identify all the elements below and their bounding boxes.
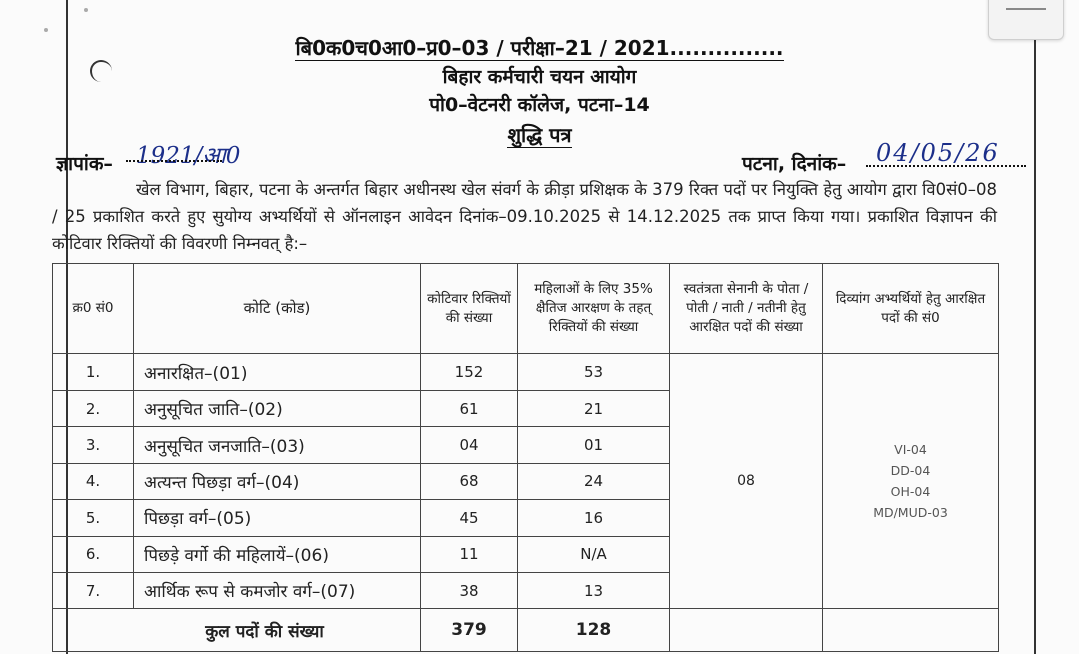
table-total-row [53, 609, 999, 652]
cell-vacancies: 11 [421, 536, 518, 572]
cell-freedom-fighter: 08 [670, 354, 823, 609]
cell-serial: 7. [53, 572, 134, 608]
vacancy-table [52, 263, 999, 652]
cell-category: अनारक्षित–(01) [134, 354, 421, 390]
cell-category: पिछड़े वर्गो की महिलायें–(06) [134, 536, 421, 572]
cell-women: 16 [518, 500, 670, 536]
cell-vacancies: 61 [421, 390, 518, 426]
header-women-reservation: महिलाओं के लिए 35% क्षैतिज आरक्षण के तहत् रिक्तियों की संख्या [518, 264, 670, 354]
cell-women: 21 [518, 390, 670, 426]
memo-number-handwritten: 1921/आ0 [136, 143, 241, 169]
total-women: 128 [518, 609, 670, 652]
body-paragraph: खेल विभाग, बिहार, पटना के अन्तर्गत बिहार अधीनस्थ खेल संवर्ग के क्रीड़ा प्रशिक्षक के 379 रिक्त पदों पर नियुक्ति हेतु आयोग द्वारा वि0सं0–08 / 25 प्रकाशित करते हुए सुयोग्य अभ्यर्थियों से ऑनलाइन आवेदन दिनांक–09.10.2025 से 14.12.2025 तक प्राप्त किया गया। प्रकाशित विज्ञापन की कोटिवार रिक्तियों की विवरणी निम्नवत् है:– [52, 180, 997, 253]
cell-category: अनुसूचित जनजाति–(03) [134, 427, 421, 463]
total-divyang-empty [823, 609, 999, 652]
cell-women: 01 [518, 427, 670, 463]
header-divyang: दिव्यांग अभ्यर्थियों हेतु आरक्षित पदों की सं0 [823, 264, 999, 354]
divyang-md-mud: MD/MUD-03 [873, 505, 948, 521]
header-vacancies: कोटिवार रिक्तियों की संख्या [421, 264, 518, 354]
cell-category: अत्यन्त पिछड़ा वर्ग–(04) [134, 463, 421, 499]
divyang-dd: DD-04 [890, 463, 931, 479]
cell-divyang [823, 354, 999, 609]
cell-vacancies: 152 [421, 354, 518, 390]
total-label: कुल पदों की संख्या [53, 609, 421, 652]
cell-women: 53 [518, 354, 670, 390]
organization-address: पो0–वेटनरी कॉलेज, पटना–14 [429, 94, 650, 116]
scan-speck [44, 28, 48, 32]
divyang-vi: VI-04 [894, 442, 927, 458]
cell-vacancies: 38 [421, 572, 518, 608]
cell-serial: 4. [53, 463, 134, 499]
menu-button[interactable] [988, 0, 1064, 40]
cell-category: आर्थिक रूप से कमजोर वर्ग–(07) [134, 572, 421, 608]
cell-women: N/A [518, 536, 670, 572]
cell-serial: 3. [53, 427, 134, 463]
menu-icon [1006, 8, 1046, 10]
cell-vacancies: 04 [421, 427, 518, 463]
divyang-oh: OH-04 [890, 484, 931, 500]
cell-serial: 5. [53, 500, 134, 536]
organization-name: बिहार कर्मचारी चयन आयोग [442, 66, 637, 88]
cell-vacancies: 68 [421, 463, 518, 499]
cell-serial: 2. [53, 390, 134, 426]
date-dotted-line [866, 165, 1026, 167]
cell-women: 13 [518, 572, 670, 608]
date-label: पटना, दिनांक– [742, 153, 847, 175]
header-category: कोटि (कोड) [134, 264, 421, 354]
header-serial: क्र0 सं0 [53, 264, 134, 354]
scan-speck [84, 8, 88, 12]
document-title: शुद्धि पत्र [507, 123, 572, 147]
cell-serial: 6. [53, 536, 134, 572]
cell-category: पिछड़ा वर्ग–(05) [134, 500, 421, 536]
cell-category: अनुसूचित जाति–(02) [134, 390, 421, 426]
table-header-row [53, 264, 999, 354]
cell-serial: 1. [53, 354, 134, 390]
reference-code: बि0क0च0आ0–प्र0–03 / परीक्षा–21 / 2021............... [295, 36, 784, 60]
cell-women: 24 [518, 463, 670, 499]
total-freedom-fighter-empty [670, 609, 823, 652]
memo-number-dotted-line [126, 160, 222, 162]
memo-number-label: ज्ञापांक– [56, 153, 113, 175]
table-row [53, 354, 999, 390]
cell-vacancies: 45 [421, 500, 518, 536]
date-handwritten: 04/05/26 [876, 139, 1000, 167]
total-vacancies: 379 [421, 609, 518, 652]
header-freedom-fighter: स्वतंत्रता सेनानी के पोता / पोती / नाती / नतीनी हेतु आरक्षित पदों की संख्या [670, 264, 823, 354]
